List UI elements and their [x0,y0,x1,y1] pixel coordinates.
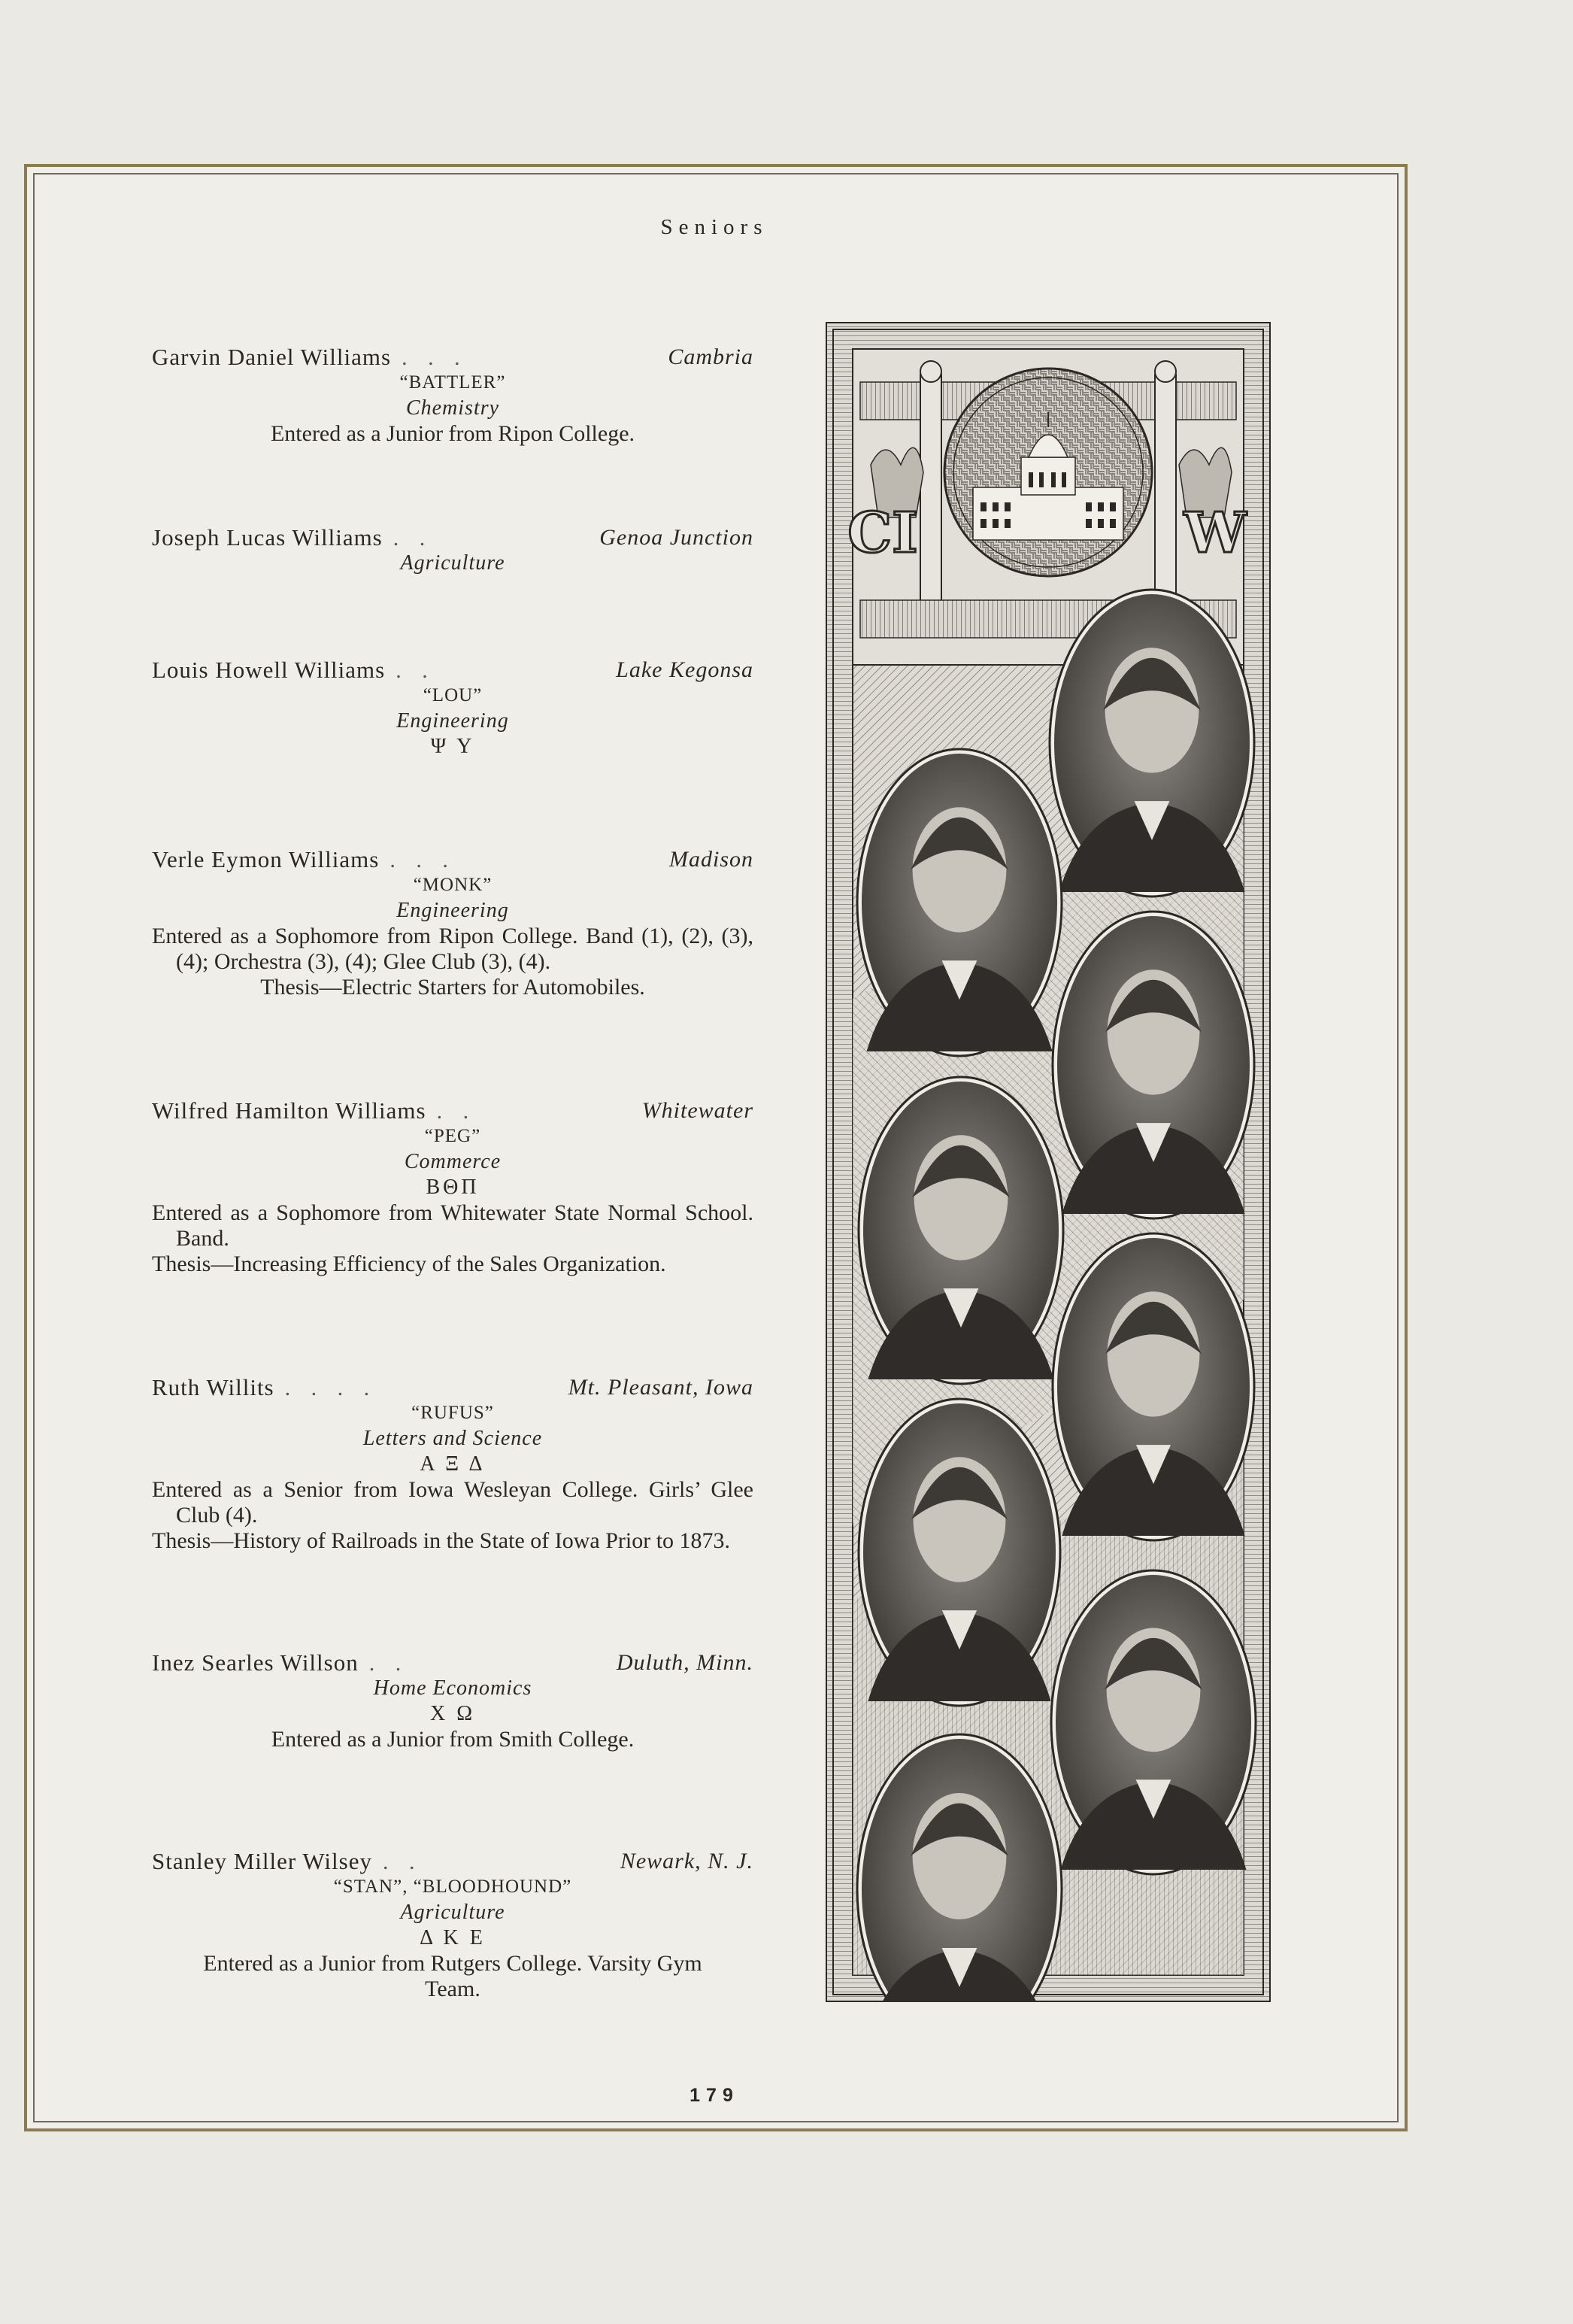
nickname: “RUFUS” [411,1403,494,1423]
course: Letters and Science [362,1427,543,1450]
entry-note: Entered as a Sophomore from Whitewater State Normal School. Band. [152,1200,753,1251]
portrait-ruth-willits [859,1399,1060,1706]
hometown: Lake Kegonsa [616,657,753,682]
senior-name: Louis Howell Williams . . [152,657,435,683]
senior-name: Garvin Daniel Williams . . . [152,344,468,370]
hometown: Newark, N. J. [620,1849,753,1873]
hometown: Mt. Pleasant, Iowa [568,1375,753,1400]
senior-entry [152,525,753,576]
course: Engineering [396,899,509,922]
fraternity-letters: Ψ Υ [430,735,475,758]
portrait-louis-williams [1053,912,1254,1218]
svg-text:W: W [1184,501,1247,566]
senior-name: Ruth Willits . . . . [152,1374,377,1400]
monogram-right [1183,501,1247,566]
senior-entry [152,657,753,760]
entry-note: Entered as a Junior from Ripon College. [270,421,635,446]
senior-entry [152,1098,753,1277]
portrait-verle-williams [859,1077,1063,1384]
nickname: “STAN”, “BLOODHOUND” [333,1876,572,1897]
portrait-inez-willson [1051,1570,1256,1874]
portrait-panel [826,322,1271,2002]
course: Agriculture [400,551,505,575]
hometown: Whitewater [641,1098,753,1123]
hometown: Duluth, Minn. [616,1650,753,1675]
senior-entry [152,1650,753,1752]
entry-note: Entered as a Senior from Iowa Wesleyan College. Girls’ Glee Club (4). [152,1477,753,1528]
senior-name: Joseph Lucas Williams . . [152,524,433,551]
entry-note: Entered as a Junior from Rutgers College. Varsity Gym Team. [203,1951,702,2001]
nickname: “PEG” [424,1126,481,1146]
senior-entry [152,847,753,1000]
senior-name: Inez Searles Willson . . [152,1649,409,1676]
fraternity-letters: Δ K E [420,1926,486,1949]
hometown: Cambria [668,344,753,369]
senior-entry [152,1849,753,2002]
course: Commerce [404,1150,502,1173]
entry-note: Entered as a Sophomore from Ripon College. Band (1), (2), (3), (4); Orchestra (3), (4); Glee Club (3), (4). [152,924,753,974]
senior-entry [152,344,753,447]
nickname: “LOU” [423,685,483,705]
fraternity-letters: X Ω [429,1702,476,1725]
svg-text:CI: CI [847,501,918,566]
senior-name: Verle Eymon Williams . . . [152,846,456,872]
course: Agriculture [400,1901,505,1924]
course: Chemistry [405,396,500,420]
hometown: Madison [669,847,753,872]
portrait-joseph-williams [857,749,1062,1056]
portrait-garvin-williams [1050,590,1254,897]
entry-note: Entered as a Junior from Smith College. [271,1727,635,1752]
fraternity-letters: A Ξ Δ [420,1452,486,1476]
monogram-left [847,501,918,566]
senior-name: Wilfred Hamilton Williams . . [152,1097,477,1124]
nickname: “MONK” [413,875,493,895]
hometown: Genoa Junction [599,525,753,550]
portrait-wilfred-williams [1053,1233,1254,1540]
course: Home Economics [373,1676,532,1700]
fraternity-letters: BΘΠ [426,1176,480,1199]
senior-entry [152,1375,753,1554]
senior-name: Stanley Miller Wilsey . . [152,1848,423,1874]
nickname: “BATTLER” [399,372,506,393]
thesis: Thesis—Electric Starters for Automobiles. [260,975,645,1000]
page-number: 179 [690,2085,739,2106]
thesis: Thesis—Increasing Efficiency of the Sales Organization. [152,1252,666,1276]
page-header: Seniors [660,215,768,239]
course: Engineering [396,709,509,733]
thesis: Thesis—History of Railroads in the State of Iowa Prior to 1873. [152,1528,731,1553]
